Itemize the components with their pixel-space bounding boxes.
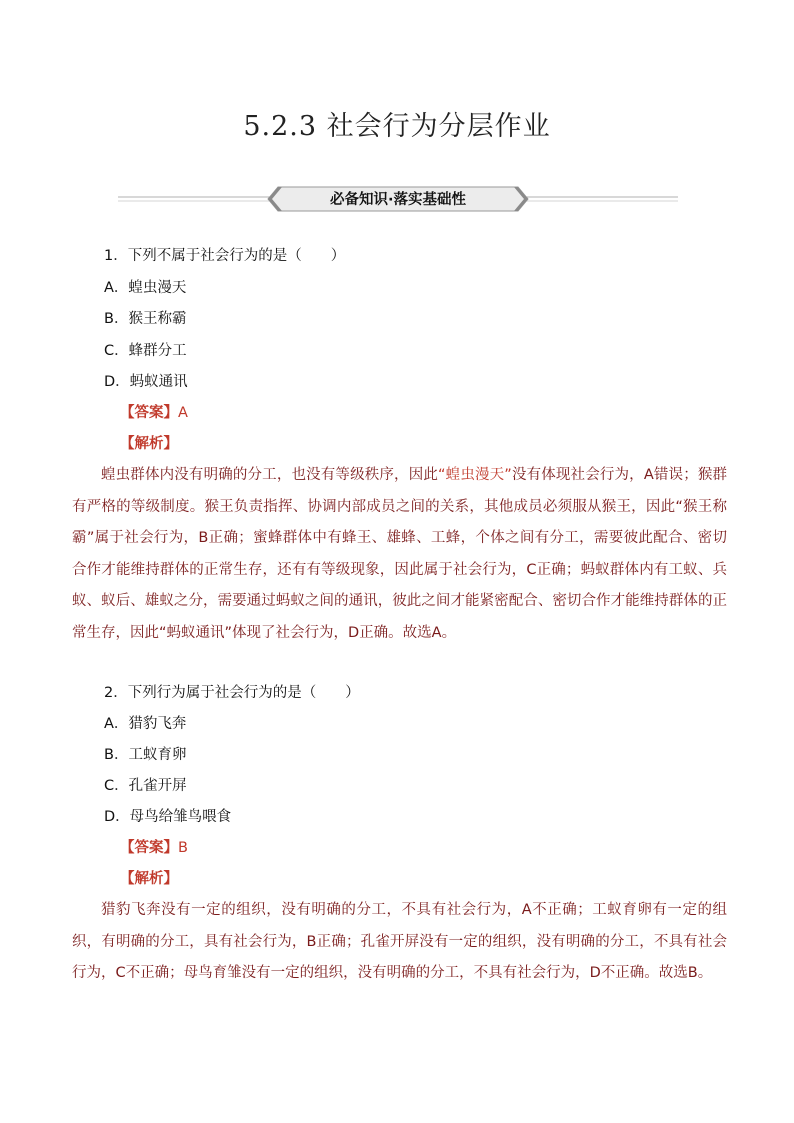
analysis-part-2: 没有体现社会行为，A错误；猴群有严格的等级制度。猴王负责指挥、协调内部成员之间的关系，其他成员必须服从猴王，因此“猴王称霸”属于社会行为，B正确；蜜蜂群体中有蜂王、雄蜂、工蜂，个体之间有分工，需要彼此配合、密切合作才能维持群体的正常生存，还有有等级现象，因此属于社会行为，C正确；蚂蚁群体内有工蚁、兵蚁、蚁后、雄蚁之分，需要通过蚂蚁之间的通讯，彼此之间才能紧密配合、密切合作才能维持群体的正常生存，因此“蚂蚁通讯”体现了社会行为，D正确。故选A。 [72, 467, 727, 641]
answer-value: A [178, 405, 188, 421]
question-1-option-b: B．猴王称霸 [104, 311, 187, 327]
page-title: 5.2.3 社会行为分层作业 [243, 111, 551, 142]
question-1-option-c: C．蜂群分工 [104, 343, 187, 359]
question-2-answer [120, 838, 188, 858]
banner-title: 必备知识·落实基础性 [329, 192, 466, 208]
question-1-answer [120, 403, 188, 423]
answer-label: 【答案】 [120, 405, 178, 421]
analysis-part-1: 蝗虫群体内没有明确的分工，也没有等级秩序，因此 [101, 467, 438, 483]
section-banner [118, 184, 678, 214]
question-2-option-d: D．母鸟给雏鸟喂食 [104, 809, 232, 825]
question-1-analysis-label [120, 434, 178, 454]
question-2-option-b: B．工蚁育卵 [104, 747, 187, 763]
question-2-stem: 2．下列行为属于社会行为的是（ ） [104, 685, 360, 701]
question-2-analysis: 猎豹飞奔没有一定的组织，没有明确的分工，不具有社会行为，A不正确；工蚁育卵有一定的组织，有明确的分工，具有社会行为，B正确；孔雀开屏没有一定的组织，没有明确的分工，不具有社会行为，C不正确；母鸟育雏没有一定的组织，没有明确的分工，不具有社会行为，D不正确。故选B。 [72, 902, 727, 981]
analysis-label: 【解析】 [120, 871, 178, 887]
question-2-analysis-label [120, 869, 178, 889]
answer-label: 【答案】 [120, 840, 178, 856]
question-2-option-c: C．孔雀开屏 [104, 778, 187, 794]
question-1-option-d: D．蚂蚁通讯 [104, 374, 188, 390]
question-2-option-a: A．猎豹飞奔 [104, 716, 187, 732]
answer-value: B [178, 840, 188, 856]
question-1-option-a: A．蝗虫漫天 [104, 280, 187, 296]
question-1-stem: 1．下列不属于社会行为的是（ ） [104, 248, 346, 264]
question-1-analysis [72, 460, 727, 649]
analysis-highlight: “蝗虫漫天” [438, 467, 512, 483]
analysis-label: 【解析】 [120, 436, 178, 452]
